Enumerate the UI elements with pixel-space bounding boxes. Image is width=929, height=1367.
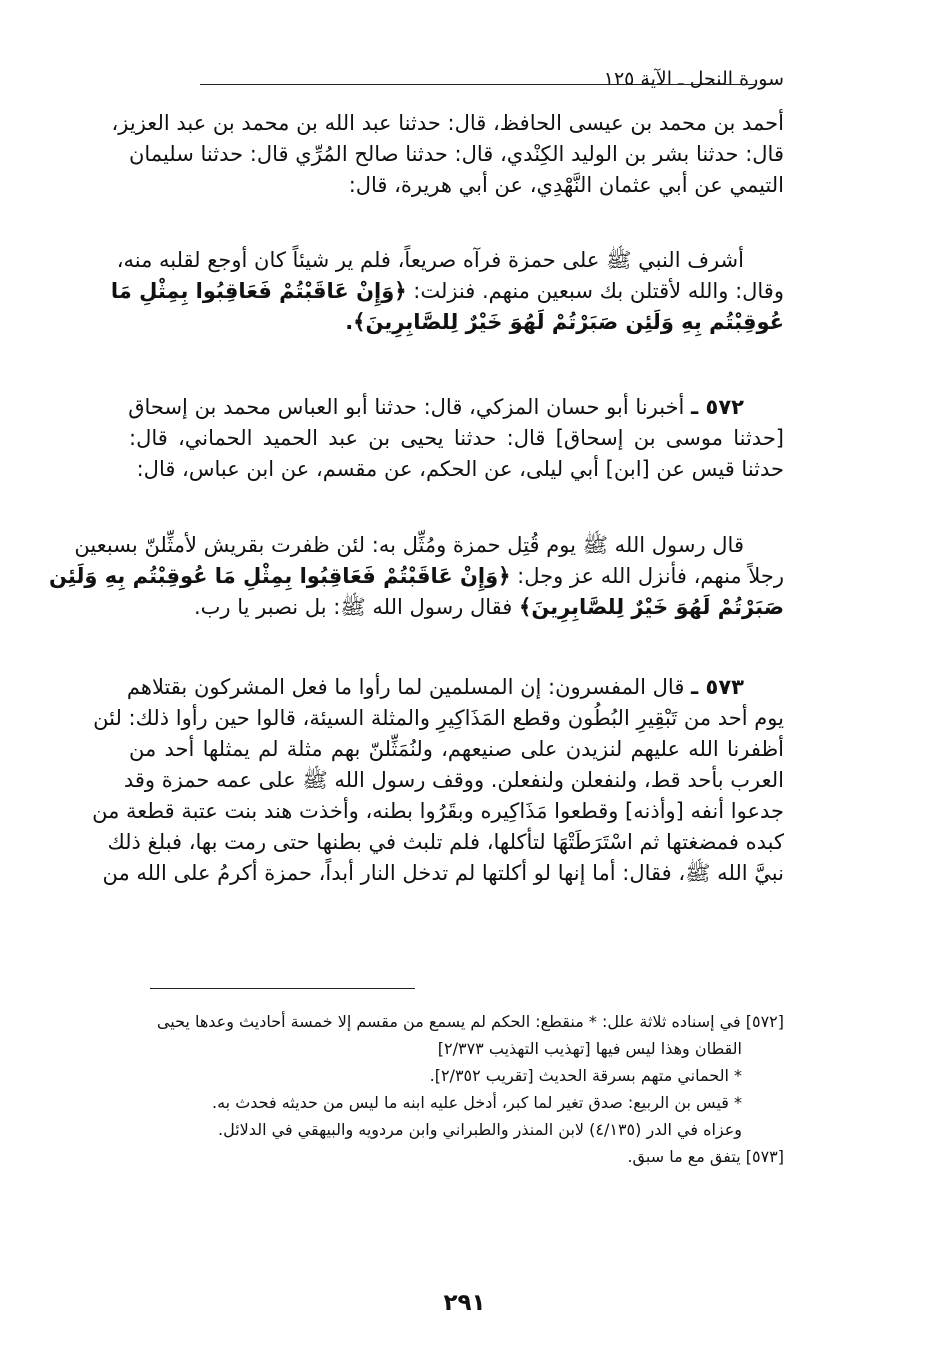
paragraph-isnad-1 xyxy=(111,108,784,201)
paragraph-572-isnad xyxy=(129,392,784,485)
text-line xyxy=(129,592,784,623)
text-line: قال: حدثنا بشر بن الوليد الكِنْدي، قال: حدثنا صالح المُرِّي قال: حدثنا سليمان xyxy=(129,142,784,166)
text-line: كبده فمضغتها ثم اسْتَرَطَتْهَا لتأكلها، فلم تلبث في بطنها حتى رمت بها، فبلغ ذلك xyxy=(107,830,784,854)
quran-verse: صَبَرْتُمْ لَهُوَ خَيْرٌ لِلصَّابِرِينَ﴾ xyxy=(519,595,784,619)
text-line xyxy=(110,276,784,307)
narration-number: ٥٧٢ ـ xyxy=(691,395,744,419)
text-line: أظفرنا الله عليهم لنزيدن على صنيعهم، ولنُمَثِّلنّ بهم مثلة لم يمثلها أحد من xyxy=(129,737,784,761)
footnote-line: وعزاه في الدر (٤/١٣٥) لابن المنذر والطبراني وابن مردويه والبيهقي في الدلائل. xyxy=(218,1120,742,1139)
footnote-line: [٥٧٣] يتفق مع ما سبق. xyxy=(627,1147,784,1166)
text-line xyxy=(129,392,784,423)
narration-number: ٥٧٣ ـ xyxy=(691,675,744,699)
page-number: ٢٩١ xyxy=(443,1290,486,1316)
text-line: نبيَّ الله ﷺ، فقال: أما إنها لو أكلتها لم تدخل النار أبداً، حمزة أكرمُ على الله من xyxy=(102,861,784,885)
footnotes xyxy=(129,1008,784,1170)
text-line: قال رسول الله ﷺ يوم قُتِل حمزة ومُثِّل به: لئن ظفرت بقريش لأمثِّلنّ بسبعين xyxy=(74,533,744,557)
text-line: أشرف النبي ﷺ على حمزة فرآه صريعاً، فلم ير شيئاً كان أوجع لقلبه منه، xyxy=(116,248,744,272)
text-line: أحمد بن محمد بن عيسى الحافظ، قال: حدثنا عبد الله بن محمد بن عبد العزيز، xyxy=(111,111,784,135)
text-line: حدثنا قيس عن [ابن] أبي ليلى، عن الحكم، عن مقسم، عن ابن عباس، قال: xyxy=(136,457,784,481)
paragraph-hadith-1 xyxy=(110,245,784,338)
text-line xyxy=(126,672,784,703)
footnote-line: * الحماني متهم بسرقة الحديث [تقريب ٢/٣٥٢]. xyxy=(429,1066,742,1085)
footnote-line: القطان وهذا ليس فيها [تهذيب التهذيب ٢/٣٧٣] xyxy=(437,1039,742,1058)
quran-verse: ﴿وَإِنْ عَاقَبْتُمْ فَعَاقِبُوا بِمِثْلِ مَا xyxy=(110,279,407,303)
text-segment: وقال: والله لأقتلن بك سبعين منهم. فنزلت: xyxy=(413,279,784,303)
footnote-line: * قيس بن الربيع: صدق تغير لما كبر، أدخل عليه ابنه ما ليس من حديثه فحدث به. xyxy=(211,1093,742,1112)
text-segment: أخبرنا أبو حسان المزكي، قال: حدثنا أبو العباس محمد بن إسحاق xyxy=(128,395,685,419)
text-line: العرب بأحد قط، ولنفعلن ولنفعلن. ووقف رسول الله ﷺ على عمه حمزة وقد xyxy=(123,768,784,792)
text-line: التيمي عن أبي عثمان النَّهْدِي، عن أبي هريرة، قال: xyxy=(348,173,784,197)
text-line: [حدثنا موسى بن إسحاق] قال: حدثنا يحيى بن عبد الحميد الحماني، قال: xyxy=(129,426,784,450)
text-segment: فقال رسول الله ﷺ: بل نصبر يا رب. xyxy=(193,595,513,619)
text-segment: رجلاً منهم، فأنزل الله عز وجل: xyxy=(517,564,784,588)
quran-verse: عُوقِبْتُم بِهِ وَلَئِن صَبَرْتُمْ لَهُوَ خَيْرٌ لِلصَّابِرِينَ﴾. xyxy=(345,310,784,334)
paragraph-hadith-572 xyxy=(48,530,784,623)
header-rule xyxy=(200,84,755,85)
quran-verse: ﴿وَإِنْ عَاقَبْتُمْ فَعَاقِبُوا بِمِثْلِ مَا عُوقِبْتُم بِهِ وَلَئِن xyxy=(48,564,511,588)
text-line: جدعوا أنفه [وأذنه] وقطعوا مَذَاكِيره وبقَرُوا بطنه، وأخذت هند بنت عتبة قطعة من xyxy=(92,799,784,823)
running-header-title: سورة النحل ـ الآية ١٢٥ xyxy=(603,68,784,90)
text-line xyxy=(48,561,784,592)
text-segment: قال المفسرون: إن المسلمين لما رأوا ما فعل المشركون بقتلاهم xyxy=(126,675,685,699)
text-line: يوم أحد من تَبْقِيرِ البُطُون وقطع المَذَاكِيرِ والمثلة السيئة، قالوا حين رأوا ذلك: لئن xyxy=(93,706,784,730)
footnote-separator xyxy=(150,988,415,989)
paragraph-573 xyxy=(92,672,784,889)
footnote-line: [٥٧٢] في إسناده ثلاثة علل: * منقطع: الحكم لم يسمع من مقسم إلا خمسة أحاديث وعدها يحيى xyxy=(156,1012,784,1031)
